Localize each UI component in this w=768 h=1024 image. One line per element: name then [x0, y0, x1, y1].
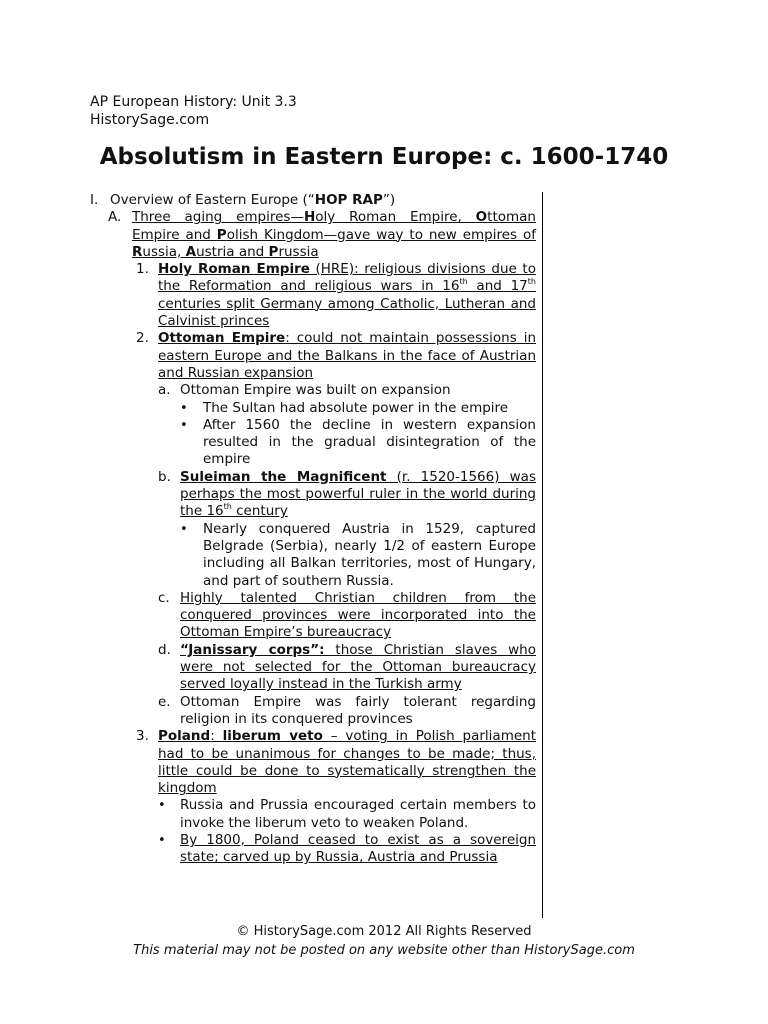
outline-item-2b [158, 469, 536, 521]
item-text: Holy Roman Empire (HRE): religious divisions due to the Reformation and religious wars in 16th and 17th centuries split Germany among Catholic, Lutheran and Calvinist princes [158, 261, 536, 330]
bullet-marker: • [158, 832, 166, 848]
item-text: Ottoman Empire was built on expansion [180, 382, 451, 399]
item-text: “Janissary corps”: those Christian slaves who were not selected for the Ottoman bureaucracy served loyally instead in the Turkish army [180, 641, 536, 693]
margin-rule [542, 192, 543, 918]
item-text: Poland: liberum veto – voting in Polish parliament had to be unanimous for changes to be made; thus, little could be done to systematically strengthen the kingdom [158, 728, 537, 797]
item-text: After 1560 the decline in western expansion resulted in the gradual disintegration of the empire [203, 416, 536, 468]
bullet-marker: • [180, 417, 188, 433]
page-footer [0, 922, 768, 960]
bullet-marker: • [180, 521, 188, 537]
outline-item-2d [158, 642, 536, 694]
bullet-marker: • [180, 400, 188, 416]
item-marker: b. [158, 468, 171, 485]
outline-item-2a [158, 382, 536, 399]
outline [90, 192, 536, 867]
item-text: Nearly conquered Austria in 1529, captured Belgrade (Serbia), nearly 1/2 of eastern Europe including all Balkan territories, most of Hungary, and part of southern Russia. [203, 520, 536, 589]
item-marker: 3. [136, 728, 149, 745]
bullet-item [158, 797, 536, 832]
item-text: Highly talented Christian children from the conquered provinces were incorporated into the Ottoman Empire’s bureaucracy [180, 589, 536, 641]
item-marker: A. [108, 209, 122, 226]
item-marker: 2. [136, 330, 149, 347]
usage-notice: This material may not be posted on any website other than HistorySage.com [133, 943, 635, 958]
item-text: The Sultan had absolute power in the empire [203, 399, 509, 416]
outline-item-1-hre [136, 261, 536, 330]
outline-item-I [90, 192, 536, 209]
item-marker: a. [158, 382, 171, 399]
item-text: Three aging empires—Holy Roman Empire, Ottoman Empire and Polish Kingdom—gave way to new empires of Russia, Austria and Prussia [132, 209, 536, 260]
item-text: Ottoman Empire was fairly tolerant regarding religion in its conquered provinces [180, 693, 536, 727]
outline-item-3-poland [136, 728, 536, 797]
item-marker: I. [90, 192, 99, 208]
outline-item-2c [158, 590, 536, 642]
page-header [90, 93, 297, 129]
item-marker: 1. [136, 261, 149, 278]
item-marker: d. [158, 641, 171, 658]
item-text: Russia and Prussia encouraged certain members to invoke the liberum veto to weaken Poland. [180, 797, 536, 831]
item-text: Overview of Eastern Europe (“HOP RAP”) [110, 192, 396, 208]
bullet-marker: • [158, 798, 166, 814]
bullet-item [158, 832, 536, 867]
outline-item-A [108, 209, 536, 261]
outline-item-2e [158, 694, 536, 729]
item-text: By 1800, Poland ceased to exist as a sovereign state; carved up by Russia, Austria and Prussia [180, 831, 536, 866]
item-marker: e. [158, 693, 171, 710]
site-label: HistorySage.com [90, 112, 210, 128]
bullet-item [180, 521, 536, 590]
bullet-item [180, 417, 536, 469]
outline-item-2-ottoman [136, 330, 536, 382]
course-label: AP European History: Unit 3.3 [90, 94, 297, 110]
copyright-line: © HistorySage.com 2012 All Rights Reserved [236, 924, 532, 939]
page-title: Absolutism in Eastern Europe: c. 1600-1740 [99, 144, 669, 170]
item-text: Ottoman Empire: could not maintain possessions in eastern Europe and the Balkans in the face of Austrian and Russian expansion [158, 330, 537, 381]
bullet-item [180, 400, 536, 417]
item-marker: c. [158, 589, 170, 606]
item-text: Suleiman the Magnificent (r. 1520-1566) was perhaps the most powerful ruler in the world during the 16th century [180, 468, 536, 520]
